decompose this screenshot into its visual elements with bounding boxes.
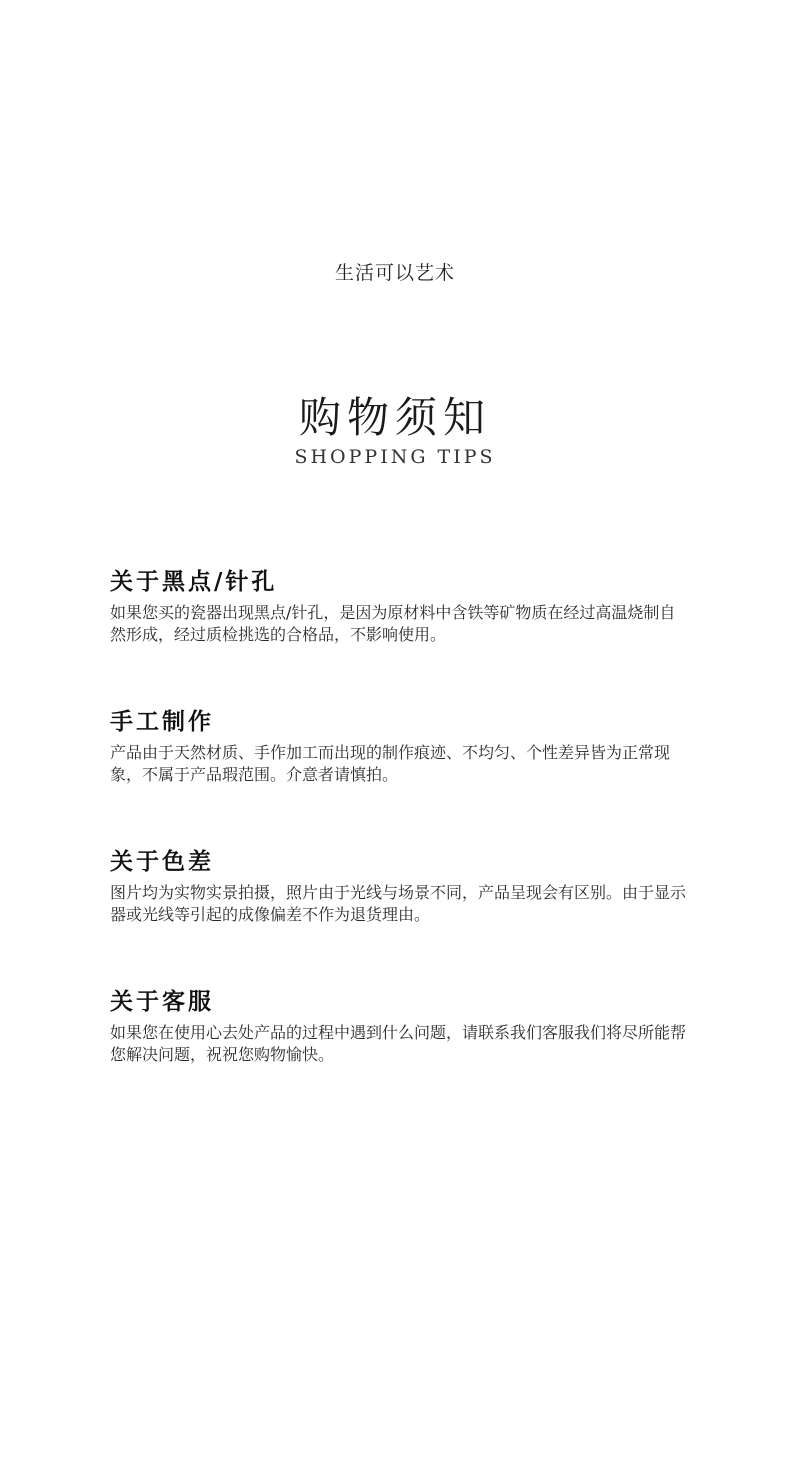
section-customer-service xyxy=(110,986,690,1066)
page-subtitle: SHOPPING TIPS xyxy=(294,446,496,468)
section-color-difference xyxy=(110,846,690,926)
section-title: 关于色差 xyxy=(110,848,214,875)
section-body: 产品由于天然材质、手作加工而出现的制作痕迹、不均匀、个性差异皆为正常现象，不属于产品瑕范围。介意者请慎拍。 xyxy=(110,743,671,784)
section-body: 如果您在使用心去处产品的过程中遇到什么问题，请联系我们客服我们将尽所能帮您解决问题，祝祝您购物愉快。 xyxy=(110,1023,687,1064)
section-body: 如果您买的瓷器出现黑点/针孔，是因为原材料中含铁等矿物质在经过高温烧制自然形成，经过质检挑选的合格品，不影响使用。 xyxy=(110,603,676,644)
section-title: 手工制作 xyxy=(110,708,214,735)
section-black-spots xyxy=(110,566,690,646)
page-title: 购物须知 xyxy=(298,393,491,442)
tagline: 生活可以艺术 xyxy=(334,262,455,284)
section-title: 关于客服 xyxy=(110,988,214,1015)
section-body: 图片均为实物实景拍摄，照片由于光线与场景不同，产品呈现会有区别。由于显示器或光线等引起的成像偏差不作为退货理由。 xyxy=(110,883,687,924)
section-title: 关于黑点/针孔 xyxy=(110,568,278,595)
section-handmade xyxy=(110,706,690,786)
